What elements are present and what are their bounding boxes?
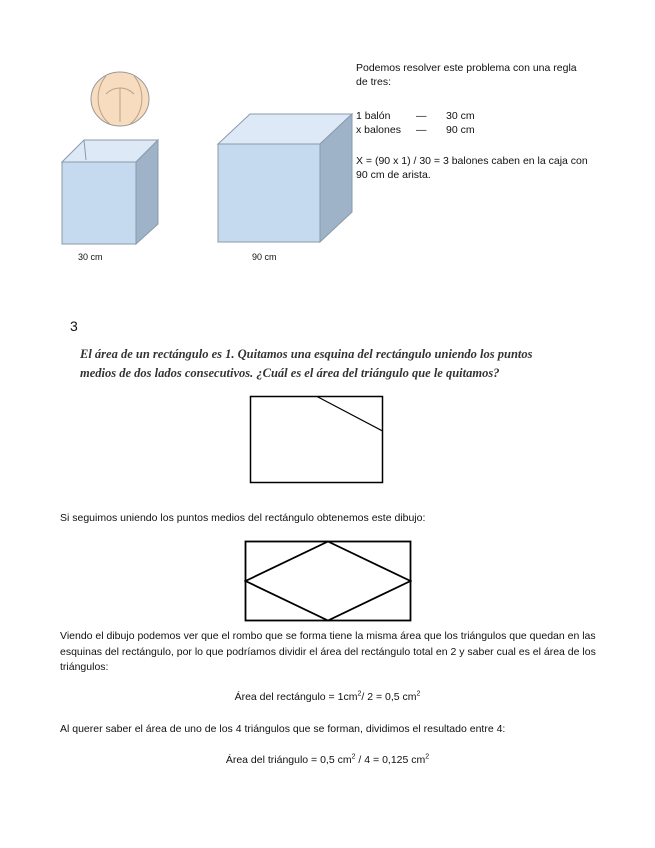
solution-paragraph2: Viendo el dibujo podemos ver que el rombo que se forma tiene la misma área que los triángulos que quedan en las esquinas del rectángulo, por lo que podríamos dividir el área del rectángulo total en 2 y saber cual es el área de los triángulos: [60,630,596,673]
rhombus-rectangle-outline [246,542,411,621]
formula1-mid: / 2 = 0,5 cm [361,691,417,703]
rule-row1-left: 1 balón [356,110,391,122]
large-box-front [218,144,320,242]
formula-triangle-area [0,753,655,767]
formula-rectangle-area [0,690,655,704]
rule-of-three-intro: Podemos resolver este problema con una regla de tres: [356,62,577,88]
formula2-prefix: Área del triángulo = 0,5 cm [225,754,352,766]
rule-row2-right: 90 cm [446,124,475,136]
formula1-sup: 2 [357,690,362,698]
ball-figure [88,70,152,128]
formula2-sup: 2 [351,753,356,761]
solution-paragraph1: Si seguimos uniendo los puntos medios del rectángulo obtenemos este dibujo: [60,512,426,524]
small-box-label: 30 cm [78,252,103,262]
small-box-front [62,162,136,244]
solution-paragraph3: Al querer saber el área de uno de los 4 triángulos que se forman, dividimos el resultado entre 4: [60,723,506,735]
formula1-sup2: 2 [416,690,421,698]
small-box-figure [58,136,162,248]
rule-row1-dash: — [416,110,427,122]
rule-row2-left: x balones [356,124,401,136]
problem-statement-line1: El área de un rectángulo es 1. Quitamos una esquina del rectángulo uniendo los puntos [80,347,533,361]
large-box-figure [214,112,356,246]
formula1-prefix: Área del rectángulo = 1cm [234,691,358,703]
rectangle-corner-figure [249,395,385,485]
rule-conclusion: X = (90 x 1) / 30 = 3 balones caben en la caja con 90 cm de arista. [356,155,588,181]
large-box-label: 90 cm [252,252,277,262]
rhombus-figure [244,540,412,622]
formula2-sup2: 2 [425,753,430,761]
problem-statement-line2: medios de dos lados consecutivos. ¿Cuál es el área del triángulo que le quitamos? [80,366,500,380]
problem-number: 3 [70,318,78,334]
rule-row1-right: 30 cm [446,110,475,122]
formula2-mid: / 4 = 0,125 cm [355,754,426,766]
rectangle-outline [251,397,383,483]
rule-row2-dash: — [416,124,427,136]
